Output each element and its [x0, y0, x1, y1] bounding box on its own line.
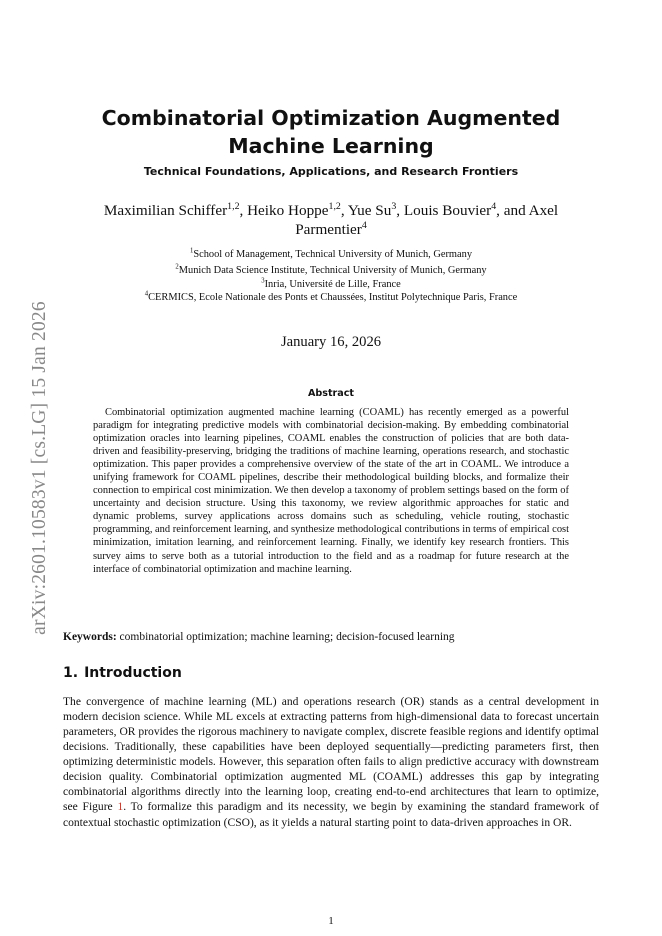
- author-name: Louis Bouvier: [403, 202, 492, 219]
- paper-date: January 16, 2026: [280, 334, 382, 350]
- affiliation-text: Munich Data Science Institute, Technical University of Munich, Germany: [178, 265, 487, 276]
- intro-text: The convergence of machine learning (ML) and operations research (OR) stands as a central development in modern decision science. While ML excels at extracting patterns from high-dimensional data to forecast uncertain parameters, OR provides the rigorous machinery to navigate complex, discrete feasible regions and identify optimal decisions. Traditionally, these capabilities have been deployed sequentially—predicting parameters first, then optimizing deterministic models. However, this separation often fails to align predictive accuracy with downstream decision quality. Combinatorial optimization augmented ML (COAML) addresses this gap by integrating combinatorial algorithms directly into the learning loop, creating end-to-end architectures that learn to optimize, see Figure: [63, 696, 599, 814]
- abstract-heading: Abstract: [307, 388, 355, 399]
- affiliation: [60, 278, 602, 291]
- affiliation-mark: 2: [175, 263, 179, 271]
- keywords-label: Keywords:: [63, 631, 117, 643]
- author-name: Yue Su: [347, 202, 392, 219]
- affiliation-mark: 1: [189, 247, 194, 255]
- author-affiliation-mark: 3: [391, 200, 397, 212]
- affiliation-text: Inria, Université de Lille, France: [264, 279, 401, 290]
- affiliation: [60, 264, 602, 277]
- author-affiliation-mark: 1,2: [227, 200, 240, 212]
- affiliation-mark: 3: [261, 277, 265, 285]
- author: [348, 202, 404, 219]
- author-separator: , and: [496, 202, 529, 219]
- section-heading: [63, 664, 601, 682]
- keywords-text: combinatorial optimization; machine learning; decision-focused learning: [119, 631, 455, 643]
- author-name: Axel Parmentier: [295, 202, 559, 238]
- paper-subtitle: Technical Foundations, Applications, and Research Frontiers: [143, 165, 519, 178]
- author-name: Maximilian Schiffer: [103, 202, 228, 219]
- author-separator: ,: [396, 202, 404, 219]
- section-title: Introduction: [84, 665, 182, 681]
- author-separator: ,: [239, 202, 248, 219]
- affiliation: [60, 248, 602, 261]
- author-list: [70, 201, 592, 239]
- author-affiliation-mark: 4: [491, 200, 497, 212]
- affiliation-mark: 4: [144, 290, 149, 298]
- author: [104, 202, 247, 219]
- author: [404, 202, 529, 219]
- intro-text: . To formalize this paradigm and its necessity, we begin by examining the standard framework of contextual stochastic optimization (CSO), as it yields a natural starting point to data-driven approaches in OR.: [63, 801, 599, 829]
- author-name: Heiko Hoppe: [247, 202, 329, 219]
- intro-paragraph: [63, 695, 599, 831]
- figure-reference-link[interactable]: 1: [117, 801, 124, 814]
- author: [247, 202, 348, 219]
- affiliation-text: CERMICS, Ecole Nationale des Ponts et Chaussées, Institut Polytechnique Paris, France: [148, 292, 518, 303]
- author-affiliation-mark: 4: [361, 219, 367, 231]
- affiliation: [60, 291, 602, 304]
- author-separator: ,: [340, 202, 348, 219]
- page-number: 1: [328, 915, 334, 927]
- abstract-text: Combinatorial optimization augmented machine learning (COAML) has recently emerged as a powerful paradigm for integrating predictive models with combinatorial decision-making. By embedding combinatorial optimization oracles into learning pipelines, COAML enables the construction of policies that are both data-driven and feasibility-preserving, bridging the traditions of machine learning, operations research, and stochastic optimization. This paper provides a comprehensive overview of the state of the art in COAML. We introduce a unifying framework for COAML pipelines, describe their methodological building blocks, and formalize their connection to empirical cost minimization. We then develop a taxonomy of problem settings based on the form of uncertainty and decision structure. Using this taxonomy, we review algorithmic approaches for static and dynamic problems, survey applications across domains such as scheduling, vehicle routing, stochastic programming, and reinforcement learning, and synthesize methodological contributions in terms of empirical cost minimization, imitation learning, and reinforcement learning. Finally, we identify key research frontiers. This survey aims to serve both as a tutorial introduction to the field and as a roadmap for future research at the interface of combinatorial optimization and machine learning.: [93, 407, 569, 575]
- section-number: 1.: [63, 665, 79, 681]
- affiliation-text: School of Management, Technical University of Munich, Germany: [193, 249, 473, 260]
- author-affiliation-mark: 1,2: [328, 200, 341, 212]
- paper-title: Combinatorial Optimization Augmented Machine Learning: [101, 106, 561, 158]
- arxiv-stamp: arXiv:2601.10583v1 [cs.LG] 15 Jan 2026: [29, 301, 50, 635]
- keywords: [63, 630, 601, 644]
